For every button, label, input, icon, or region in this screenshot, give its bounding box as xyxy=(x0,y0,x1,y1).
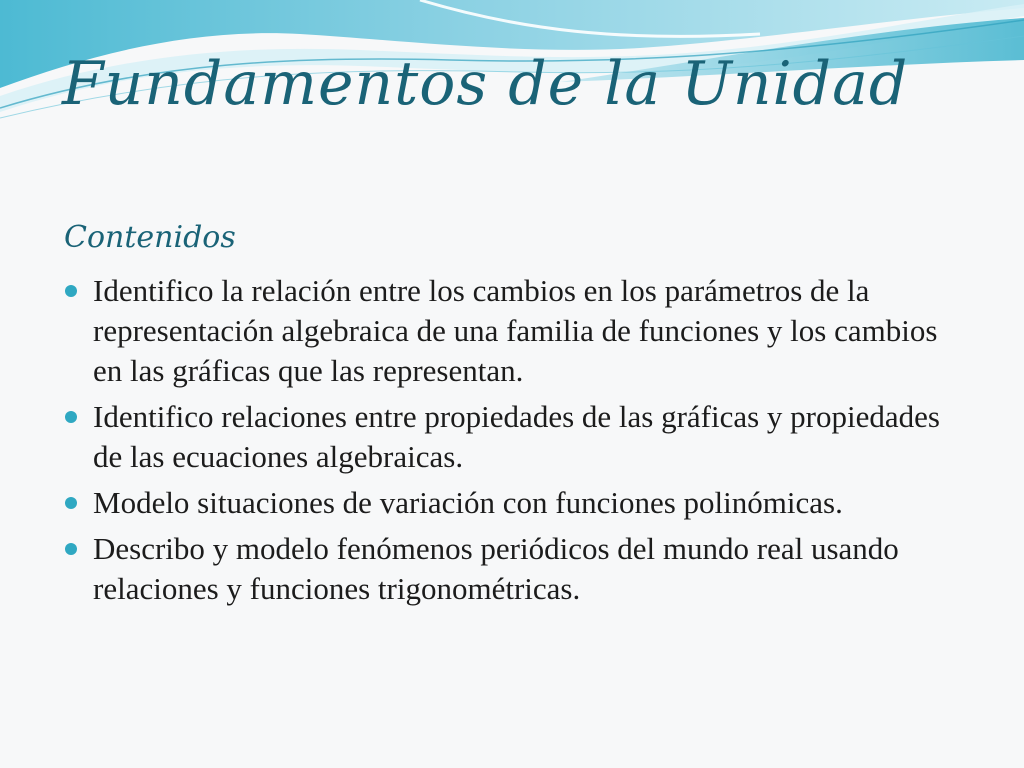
bullet-item xyxy=(93,483,963,523)
bullet-item xyxy=(93,271,963,391)
bullet-icon xyxy=(65,497,77,509)
bullet-icon xyxy=(65,285,77,297)
bullet-text: Identifico la relación entre los cambios en los parámetros de la representación algebraica de una familia de funciones y los cambios en las gráficas que las representan. xyxy=(93,273,938,388)
bullet-text: Describo y modelo fenómenos periódicos del mundo real usando relaciones y funciones trigonométricas. xyxy=(93,531,899,606)
bullet-list xyxy=(93,271,963,615)
section-subtitle: Contenidos xyxy=(64,220,236,255)
bullet-text: Identifico relaciones entre propiedades de las gráficas y propiedades de las ecuaciones algebraicas. xyxy=(93,399,940,474)
bullet-item xyxy=(93,397,963,477)
bullet-icon xyxy=(65,543,77,555)
bullet-text: Modelo situaciones de variación con funciones polinómicas. xyxy=(93,485,843,520)
slide-title: Fundamentos de la Unidad xyxy=(62,49,909,119)
bullet-icon xyxy=(65,411,77,423)
bullet-item xyxy=(93,529,963,609)
